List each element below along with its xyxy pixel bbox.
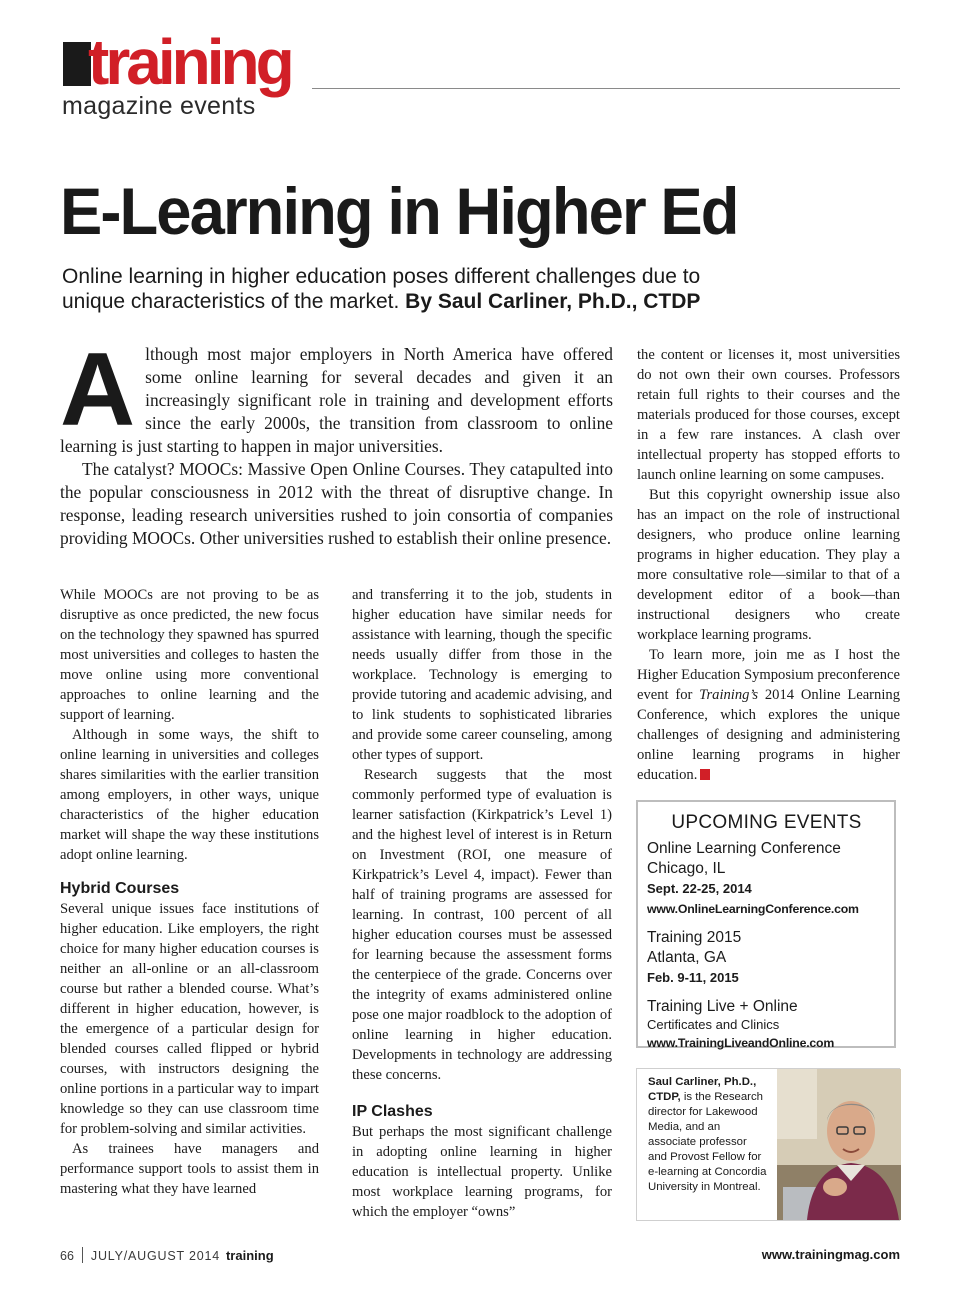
event-city: Chicago, IL (647, 860, 726, 877)
intro-paragraph-2: The catalyst? MOOCs: Massive Open Online Courses. They catapulted into the popular consciousness in 2012 with the threat of disruptive change. In response, leading research universities rushed to join consortia of companies providing MOOCs. Other universities rushed to establish their online presence. (60, 459, 613, 548)
page-number: 66 (60, 1249, 74, 1263)
body-paragraph: and transferring it to the job, students in higher education have similar needs for assistance with learning, though the specific needs usually differ from those in the workplace. Technology is emerging to provide tutoring and academic advising, and to link students to sophisticated libraries and provide some career counseling, among other types of support. (352, 587, 612, 763)
intro-paragraph-1 (60, 332, 613, 458)
drop-cap: A (60, 332, 136, 448)
body-paragraph: As trainees have managers and performance support tools to assist them in mastering what they have learned (60, 1141, 319, 1197)
magazine-name: training (225, 1248, 274, 1263)
intro-text-1: lthough most major employers in North America have offered some online learning for several decades and given it an increasingly significant role in training and development efforts since the early 2000s, the transition from classroom to online learning is just starting to happen in major universities. (60, 344, 613, 456)
event-date: Sept. 22-25, 2014 (647, 881, 752, 896)
event-date: Feb. 9-11, 2015 (647, 970, 739, 985)
body-column-3 (637, 345, 900, 785)
body-column-2 (352, 585, 612, 1222)
event-url-link[interactable]: www.OnlineLearningConference.com (647, 902, 859, 916)
magazine-name-italic: Training’s (699, 687, 759, 703)
body-text: 2014 Online Learning Conference, which explores the unique challenges of designing and administering online learning programs in higher education. (637, 687, 900, 783)
footer-divider (82, 1247, 83, 1263)
body-paragraph: But this copyright ownership issue also has an impact on the role of instructional designers, who produce online learning programs in higher education. They play a more consultative role—similar to that of a development editor of a book—than instructional designers who create workplace learning programs. (637, 487, 900, 643)
article-intro (60, 332, 613, 550)
masthead-rule (312, 88, 900, 89)
body-text: To learn more, join me as I host the Higher Education Symposium preconference event for (637, 647, 901, 703)
issue-date: JULY/AUGUST 2014 (90, 1249, 220, 1263)
body-paragraph: While MOOCs are not proving to be as disruptive as once predicted, the new focus on the technology they spawned has spurred most universities and colleges to hasten the move online using more conventional approaches to online learning and the support of learning. (60, 587, 319, 723)
logo-subtitle: magazine events (62, 92, 256, 120)
author-bio-box (636, 1068, 900, 1221)
upcoming-events-box (636, 800, 896, 1048)
event-city: Atlanta, GA (647, 949, 727, 966)
body-paragraph: Research suggests that the most commonly performed type of evaluation is learner satisfaction (Kirkpatrick’s Level 1) and the highest level of interest is in Return on Investment (ROI, one measure of Kirkpatrick’s Level 4, impact). Fewer than half of training programs are assessed for learning. In contrast, 100 percent of all higher education courses must be assessed for learning because the assessment forms the centerpiece of the grade. Concerns over the integrity of exams administered online pose one major roadblock to the adoption of online learning in higher education. Developments in technology are addressing these concerns. (352, 767, 612, 1083)
section-heading-ip: IP Clashes (352, 1103, 433, 1120)
body-paragraph (637, 645, 900, 785)
author-photo (777, 1069, 901, 1220)
deck-text: Online learning in higher education poses different challenges due to unique characteristics of the market. (62, 265, 701, 313)
end-mark-icon (700, 769, 710, 780)
event-url-link[interactable]: www.TrainingLiveandOnline.com (647, 1036, 835, 1050)
body-column-1 (60, 585, 319, 1199)
section-heading-hybrid: Hybrid Courses (60, 880, 180, 897)
event-name: Training 2015 (647, 929, 742, 946)
body-paragraph: But perhaps the most significant challenge in adopting online learning in higher education is intellectual property. Unlike most workplace learning programs, for which the employer “owns” (352, 1124, 612, 1220)
body-paragraph: the content or licenses it, most universities do not own their own courses. Professors retain full rights to their courses and the materials produced for those courses, except in a few rare instances. A clash over intellectual property has stopped efforts to launch online learning on some campuses. (637, 347, 900, 483)
byline: By Saul Carliner, Ph.D., CTDP (405, 290, 701, 313)
article-title: E-Learning in Higher Ed (60, 174, 738, 248)
author-name: Saul Carliner, Ph.D., CTDP, (648, 1076, 757, 1103)
footer-url-link[interactable]: www.trainingmag.com (761, 1247, 900, 1262)
author-portrait-illustration (777, 1069, 901, 1220)
author-bio-text (648, 1075, 768, 1195)
author-description: is the Research director for Lakewood Media, and an associate professor and Provost Fellow for e-learning at Concordia University in Montreal. (648, 1091, 767, 1193)
event-name: Training Live + Online (647, 998, 798, 1015)
page-footer (60, 1247, 274, 1263)
event-subtitle: Certificates and Clinics (647, 1017, 780, 1032)
article-deck (62, 264, 762, 314)
logo-training-wordmark: training (88, 26, 291, 98)
body-paragraph: Although in some ways, the shift to online learning in universities and colleges shares similarities with the earlier transition among employers, in other ways, unique characteristics of the higher education market will shape the way these institutions adopt online learning. (60, 727, 319, 863)
events-title: UPCOMING EVENTS (671, 812, 862, 833)
event-name: Online Learning Conference (647, 840, 841, 857)
body-paragraph: Several unique issues face institutions of higher education. Like employers, the right choice for many higher education courses is neither an all-online or an all-classroom course but rather a blended course. What’s different in higher education, however, is the emergence of a particular design for blended courses called flipped or hybrid courses, with instructors designing the online portions in a particular way to impart knowledge so they can use classroom time for problem-solving and similar activities. (60, 901, 319, 1137)
logo-black-block (63, 42, 91, 86)
